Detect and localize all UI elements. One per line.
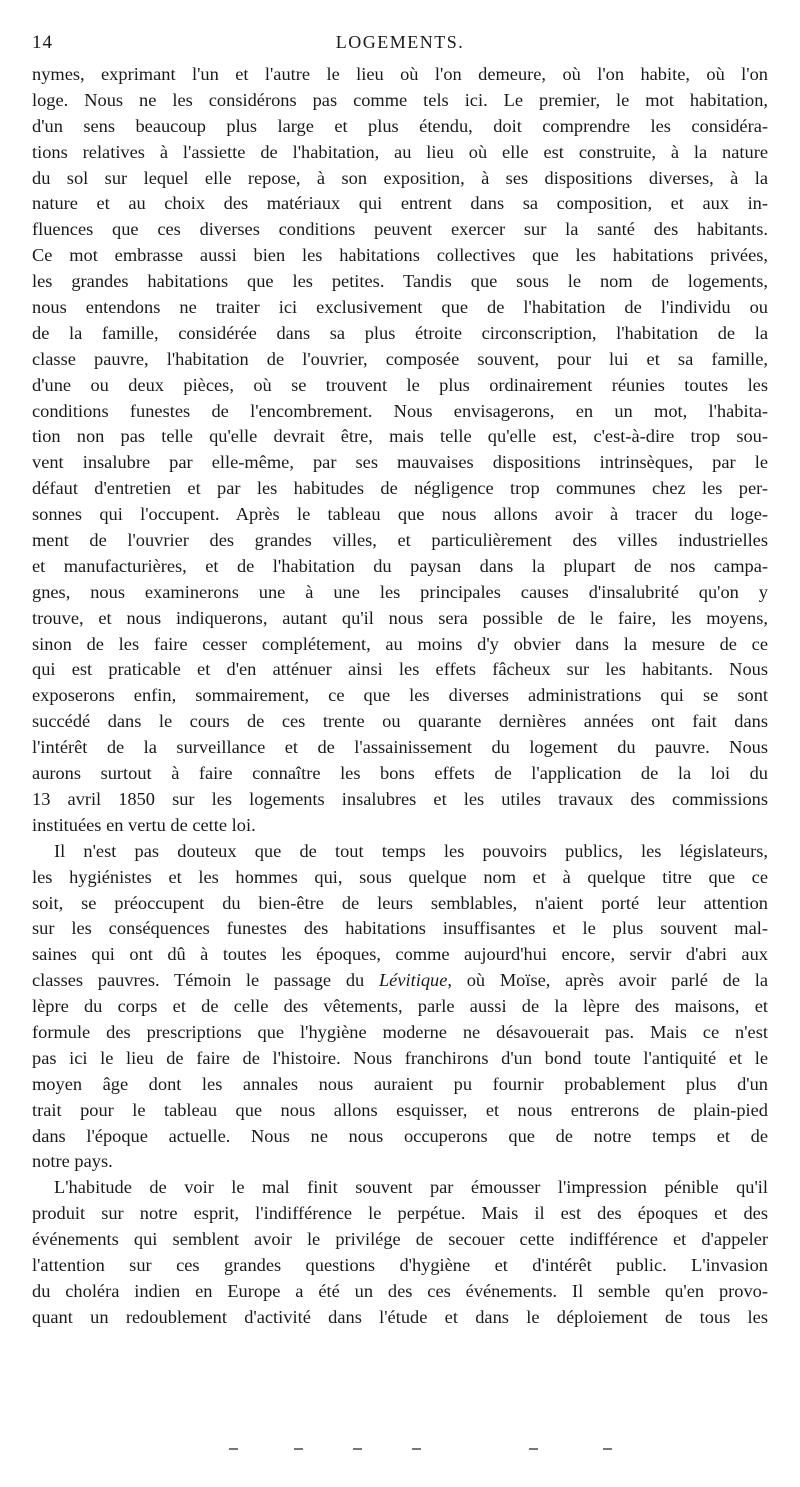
running-head: LOGEMENTS.	[335, 32, 465, 52]
italic-title: Lévitique	[378, 970, 448, 991]
text-line: de la famille, considérée dans sa plus étroite circonscription, l'habitation de la	[32, 322, 768, 343]
text-line: instituées en vertu de cette loi.	[32, 814, 256, 835]
page-header	[32, 30, 768, 62]
text-line: soit, se préoccupent du bien-être de leurs semblables, n'aient porté leur attention	[32, 892, 768, 913]
text-line: notre pays.	[32, 1151, 113, 1172]
text-line: lèpre du corps et de celle des vêtements, parle aussi de la lèpre des maisons, et	[32, 996, 768, 1017]
text-line: sur les conséquences funestes des habitations insuffisantes et le plus souvent mal-	[32, 918, 768, 939]
text-line: conditions funestes de l'encombrement. Nous envisagerons, en un mot, l'habita-	[32, 400, 768, 421]
text-line: moyen âge dont les annales nous auraient pu fournir probablement plus d'un	[32, 1073, 768, 1094]
text-line: tions relatives à l'assiette de l'habitation, au lieu où elle est construite, à la nature	[32, 141, 768, 162]
text-line: exposerons enfin, sommairement, ce que les diverses administrations qui se sont	[32, 685, 768, 706]
body-text	[32, 62, 768, 1331]
text-line: qui est praticable et d'en atténuer ainsi les effets fâcheux sur les habitants. Nous	[32, 659, 768, 680]
text-line: l'attention sur ces grandes questions d'hygiène et d'intérêt public. L'invasion	[32, 1254, 768, 1275]
text-line: nous entendons ne traiter ici exclusivement que de l'habitation de l'individu ou	[32, 297, 768, 318]
text-line: sinon de les faire cesser complétement, au moins d'y obvier dans la mesure de ce	[32, 633, 768, 654]
text-line: classes pauvres. Témoin le passage du Lévitique, où Moïse, après avoir parlé de la	[32, 970, 768, 991]
text-line: vent insalubre par elle-même, par ses mauvaises dispositions intrinsèques, par le	[32, 452, 768, 473]
text-line: fluences que ces diverses conditions peuvent exercer sur la santé des habitants.	[32, 219, 768, 240]
text-line: nature et au choix des matériaux qui entrent dans sa composition, et aux in-	[32, 193, 768, 214]
text-line: les grandes habitations que les petites. Tandis que sous le nom de logements,	[32, 271, 768, 292]
page-number: 14	[32, 32, 53, 53]
text-line: L'habitude de voir le mal finit souvent par émousser l'impression pénible qu'il	[54, 1177, 768, 1198]
text-line: du choléra indien en Europe a été un des ces événements. Il semble qu'en provo-	[32, 1280, 768, 1301]
text-line: dans l'époque actuelle. Nous ne nous occuperons que de notre temps et de	[32, 1125, 768, 1146]
text-line: et manufacturières, et de l'habitation du paysan dans la plupart de nos campa-	[32, 555, 768, 576]
text-line: sonnes qui l'occupent. Après le tableau que nous allons avoir à tracer du loge-	[32, 504, 768, 525]
text-line: trouve, et nous indiquerons, autant qu'il nous sera possible de le faire, les moyens,	[32, 607, 768, 628]
text-line: pas ici le lieu de faire de l'histoire. Nous franchirons d'un bond toute l'antiquité et le	[32, 1047, 768, 1068]
text-line: l'intérêt de la surveillance et de l'assainissement du logement du pauvre. Nous	[32, 737, 768, 758]
text-line: les hygiénistes et les hommes qui, sous quelque nom et à quelque titre que ce	[32, 866, 768, 887]
text-line: nymes, exprimant l'un et l'autre le lieu où l'on demeure, où l'on habite, où l'on	[32, 64, 768, 84]
text-line: ment de l'ouvrier des grandes villes, et particulièrement des villes industrielles	[32, 530, 768, 551]
text-line: d'une ou deux pièces, où se trouvent le plus ordinairement réunies toutes les	[32, 374, 768, 395]
book-page	[32, 30, 768, 1331]
text-line: défaut d'entretien et par les habitudes de négligence trop communes chez les per-	[32, 478, 768, 499]
text-line: d'un sens beaucoup plus large et plus étendu, doit comprendre les considéra-	[32, 115, 768, 136]
text-line: succédé dans le cours de ces trente ou quarante dernières années ont fait dans	[32, 711, 768, 732]
text-line: produit sur notre esprit, l'indifférence le perpétue. Mais il est des époques et des	[32, 1203, 768, 1224]
text-line: 13 avril 1850 sur les logements insalubres et les utiles travaux des commissions	[32, 788, 768, 809]
text-line: formule des prescriptions que l'hygiène moderne ne désavouerait pas. Mais ce n'est	[32, 1021, 768, 1042]
text-line: tion non pas telle qu'elle devrait être, mais telle qu'elle est, c'est-à-dire trop sou-	[32, 426, 768, 447]
text-line: aurons surtout à faire connaître les bons effets de l'application de la loi du	[32, 763, 768, 784]
text-line: gnes, nous examinerons une à une les principales causes d'insalubrité qu'on y	[32, 581, 768, 602]
text-line: quant un redoublement d'activité dans l'étude et dans le déploiement de tous les	[32, 1306, 768, 1327]
text-line: du sol sur lequel elle repose, à son exposition, à ses dispositions diverses, à la	[32, 167, 768, 188]
text-line: trait pour le tableau que nous allons esquisser, et nous entrerons de plain-pied	[32, 1099, 768, 1120]
footer-marks	[0, 1448, 800, 1454]
text-line: loge. Nous ne les considérons pas comme tels ici. Le premier, le mot habitation,	[32, 89, 768, 110]
text-line: Ce mot embrasse aussi bien les habitations collectives que les habitations privées,	[32, 245, 768, 266]
text-line: classe pauvre, l'habitation de l'ouvrier, composée souvent, pour lui et sa famille,	[32, 348, 768, 369]
text-line: Il n'est pas douteux que de tout temps les pouvoirs publics, les législateurs,	[54, 840, 768, 861]
text-line: événements qui semblent avoir le privilége de secouer cette indifférence et d'appeler	[32, 1229, 768, 1250]
text-line: saines qui ont dû à toutes les époques, comme aujourd'hui encore, servir d'abri aux	[32, 944, 768, 965]
